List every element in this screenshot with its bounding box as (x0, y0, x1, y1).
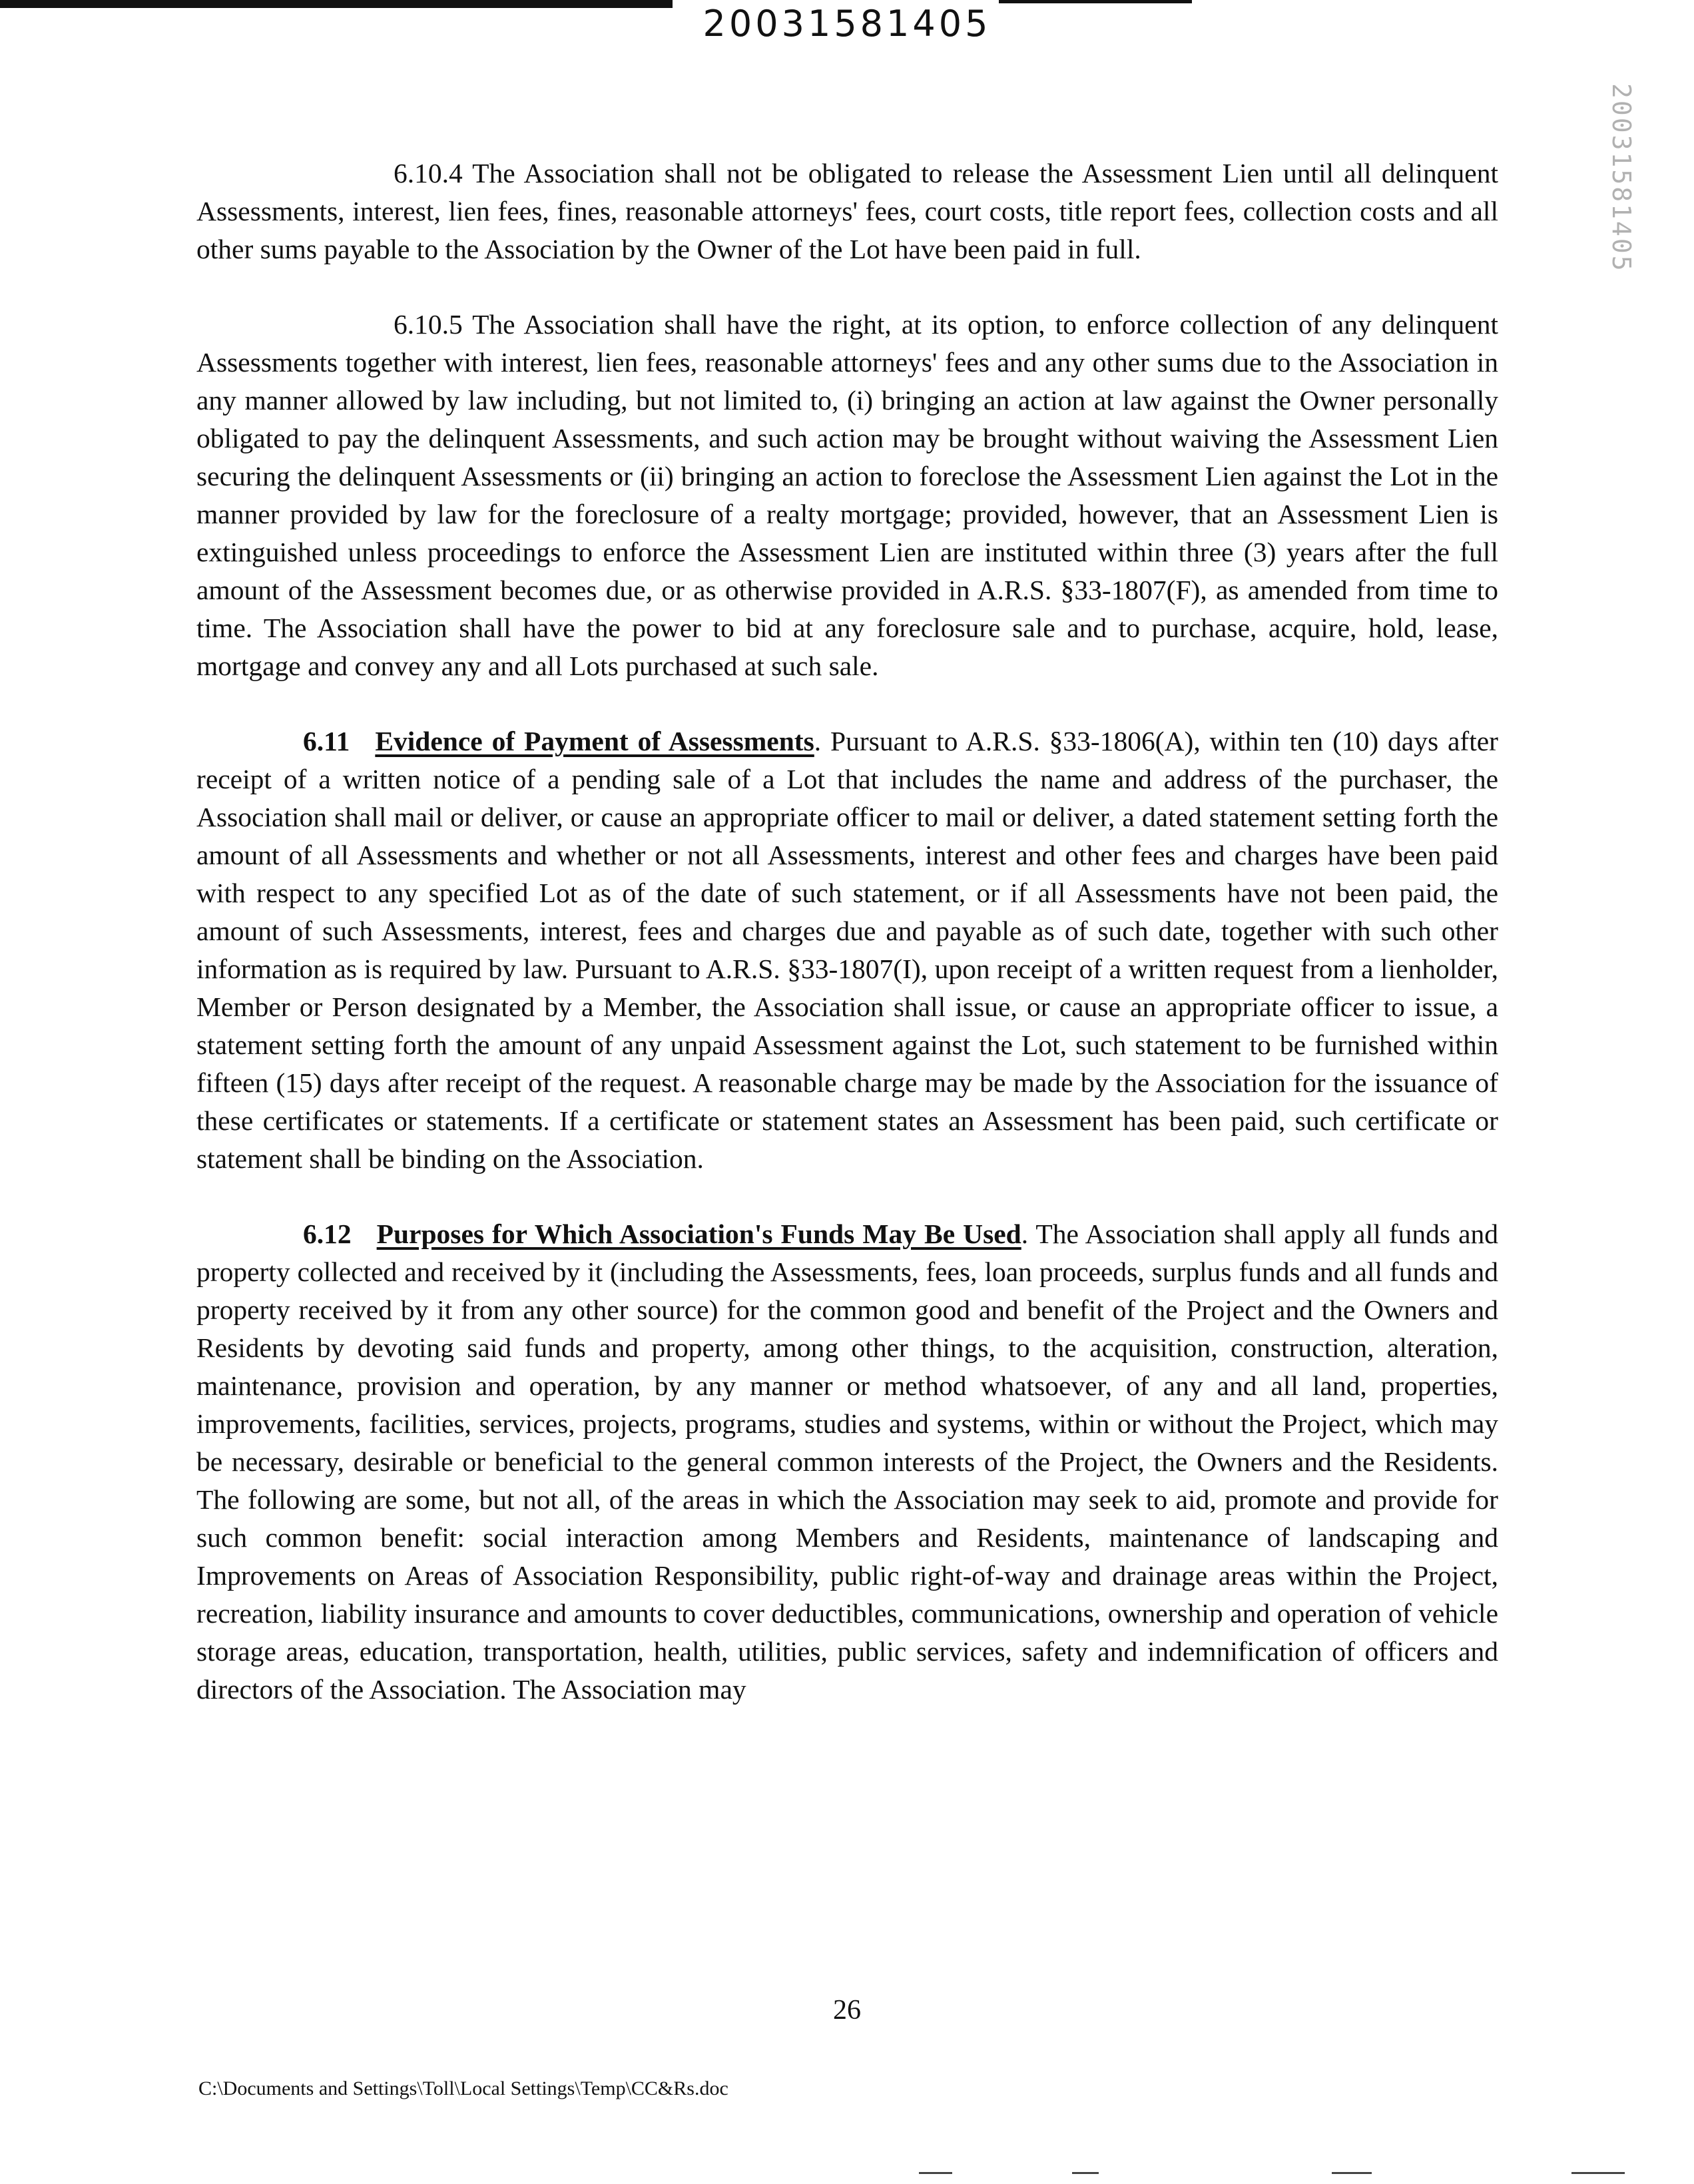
scan-speck (1072, 2172, 1099, 2174)
section-title: Evidence of Payment of Assessments (375, 726, 814, 756)
section-title: Purposes for Which Association's Funds May Be Used (376, 1219, 1021, 1249)
scan-speck (919, 2172, 952, 2174)
scan-artifacts (919, 2172, 1651, 2176)
section-body: . Pursuant to A.R.S. §33-1806(A), within ten (10) days after receipt of a written notice of a pending sale of a Lot that includes the name and address of the purchaser, the Association shall mail or deliver, or cause an appropriate officer to mail or deliver, a dated statement setting forth the amount of all Assessments and whether or not all Assessments, interest and other fees and charges have been paid with respect to any specified Lot as of the date of such statement, or if all Assessments have not been paid, the amount of such Assessments, interest, fees and charges due and payable as of such date, together with such other information as is required by law. Pursuant to A.R.S. §33-1807(I), upon receipt of a written request from a lienholder, Member or Person designated by a Member, the Association shall issue, or cause an appropriate officer to issue, a statement setting forth the amount of any unpaid Assessment against the Lot, such statement to be furnished within fifteen (15) days after receipt of the request. A reasonable charge may be made by the Association for the issuance of these certificates or statements. If a certificate or statement states an Assessment has been paid, such certificate or statement shall be binding on the Association. (196, 726, 1498, 1174)
paragraph-6-10-4: 6.10.4 The Association shall not be obligated to release the Assessment Lien until all delinquent Assessments, interest, lien fees, fines, reasonable attorneys' fees, court costs, title report fees, collection costs and all other sums payable to the Association by the Owner of the Lot have been paid in full. (196, 158, 1498, 264)
scan-speck (1571, 2172, 1625, 2174)
scan-speck (1332, 2172, 1372, 2174)
paragraph-6-10-5: 6.10.5 The Association shall have the right, at its option, to enforce collection of any delinquent Assessments together with interest, lien fees, reasonable attorneys' fees and any other sums due to the Association in any manner allowed by law including, but not limited to, (i) bringing an action at law against the Owner personally obligated to pay the delinquent Assessments, and such action may be brought without waiving the Assessment Lien securing the delinquent Assessments or (ii) bringing an action to foreclose the Assessment Lien against the Lot in the manner provided by law for the foreclosure of a realty mortgage; provided, however, that an Assessment Lien is extinguished unless proceedings to enforce the Assessment Lien are instituted within three (3) years after the full amount of the Assessment becomes due, or as otherwise provided in A.R.S. §33-1807(F), as amended from time to time. The Association shall have the power to bid at any foreclosure sale and to purchase, acquire, hold, lease, mortgage and convey any and all Lots purchased at such sale. (196, 309, 1498, 681)
section-number: 6.11 (303, 726, 350, 756)
document-number: 20031581405 (703, 3, 991, 45)
side-recording-stamp: 20031581405 (1607, 83, 1636, 273)
page-number: 26 (833, 1995, 861, 2026)
section-6-12 (196, 1215, 1498, 1709)
section-number: 6.12 (303, 1219, 352, 1249)
file-path: C:\Documents and Settings\Toll\Local Settings\Temp\CC&Rs.doc (198, 2077, 728, 2099)
section-6-11 (196, 722, 1498, 1178)
section-body: . The Association shall apply all funds and property collected and received by it (including the Assessments, fees, loan proceeds, surplus funds and all funds and property received by it from any other source) for the common good and benefit of the Project and the Owners and Residents by devoting said funds and property, among other things, to the acquisition, construction, alteration, maintenance, provision and operation, by any manner or method whatsoever, of any and all land, properties, improvements, facilities, services, projects, programs, studies and systems, within or without the Project, which may be necessary, desirable or beneficial to the general common interests of the Project, the Owners and the Residents. The following are some, but not all, of the areas in which the Association may seek to aid, promote and provide for such common benefit: social interaction among Members and Residents, maintenance of landscaping and Improvements on Areas of Association Responsibility, public right-of-way and drainage areas within the Project, recreation, liability insurance and amounts to cover deductibles, communications, ownership and operation of vehicle storage areas, education, transportation, health, utilities, public services, safety and indemnification of officers and directors of the Association. The Association may (196, 1219, 1498, 1705)
document-body (196, 154, 1498, 1709)
